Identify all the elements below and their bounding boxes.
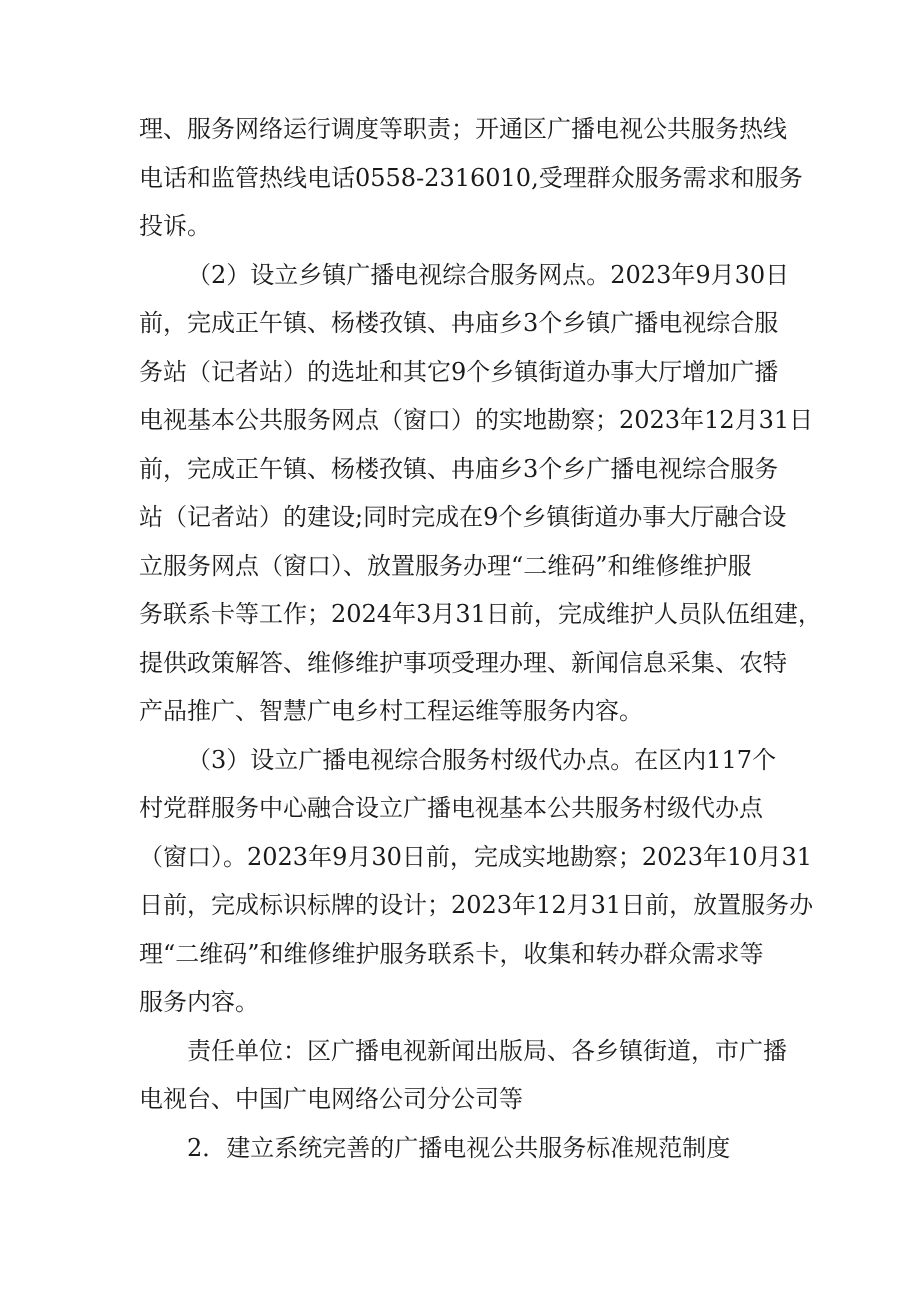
text-line: 日前，完成标识标牌的设计；2023年12月31日前，放置服务办 [139,891,814,919]
text-line: 电话和监管热线电话0558-2316010,受理群众服务需求和服务 [139,163,803,192]
text-line: （窗口）。2023年9月30日前，完成实地勘察；2023年10月31 [139,842,813,871]
text-line: 务联系卡等工作；2024年3月31日前，完成维护人员队伍组建， [139,600,822,628]
text-line: （2）设立乡镇广播电视综合服务网点。2023年9月30日 [187,260,790,289]
section-heading [139,1124,799,1173]
paragraph-township-service-points [139,251,822,736]
text-line: 提供政策解答、维修维护事项受理办理、新闻信息采集、农特 [139,648,787,677]
text-line: （3）设立广播电视综合服务村级代办点。在区内117个 [187,745,777,774]
text-line: 2．建立系统完善的广播电视公共服务标准规范制度 [187,1133,731,1162]
document-body [139,105,822,1172]
text-line: 前，完成正午镇、杨楼孜镇、冉庙乡3个乡镇广播电视综合服 [139,309,779,337]
text-line: 村党群服务中心融合设立广播电视基本公共服务村级代办点 [139,794,763,822]
text-line: 理“二维码”和维修维护服务联系卡，收集和转办群众需求等 [139,939,764,968]
text-line: 站（记者站）的建设;同时完成在9个乡镇街道办事大厅融合设 [139,503,787,531]
text-line: 前，完成正午镇、杨楼孜镇、冉庙乡3个乡广播电视综合服务 [139,454,779,483]
text-line: 电视基本公共服务网点（窗口）的实地勘察；2023年12月31日 [139,406,814,434]
text-line: 投诉。 [139,212,211,240]
text-line: 服务内容。 [139,988,259,1016]
paragraph-hotline [139,105,803,251]
text-line: 产品推广、智慧广电乡村工程运维等服务内容。 [139,697,643,725]
text-line: 立服务网点（窗口）、放置服务办理“二维码”和维修维护服 [139,551,752,580]
text-line: 责任单位：区广播电视新闻出版局、各乡镇街道，市广播 [187,1036,787,1065]
paragraph-village-agency-points [139,736,814,1027]
text-line: 理、服务网络运行调度等职责；开通区广播电视公共服务热线 [139,115,787,143]
text-line: 务站（记者站）的选址和其它9个乡镇街道办事大厅增加广播 [139,357,779,386]
text-line: 电视台、中国广电网络公司分公司等 [139,1085,523,1113]
paragraph-responsible-units [139,1027,799,1124]
